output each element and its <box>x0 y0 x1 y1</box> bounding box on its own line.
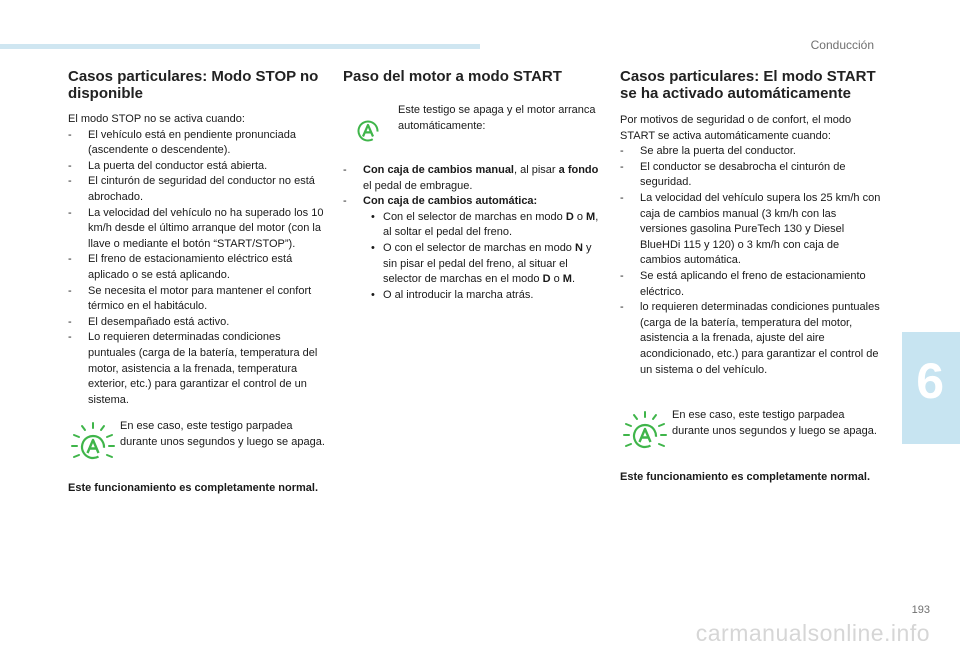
gear-d: D <box>565 210 574 223</box>
section-title: Conducción <box>810 38 874 52</box>
column-stop-unavailable <box>68 68 330 497</box>
column-start-mode <box>343 68 603 303</box>
text: O al introducir la marcha atrás. <box>383 288 534 301</box>
stop-unavailable-heading: Casos particulares: Modo STOP no disponible <box>68 68 319 102</box>
manual-text-end: el pedal de embrague. <box>363 179 473 192</box>
list-item: - Se necesita el motor para mantener el confort térmico en el habitáculo. <box>68 284 330 315</box>
header-accent-bar <box>0 44 480 49</box>
warning-text: En ese caso, este testigo parpadea durante unos segundos y luego se apaga. <box>120 420 325 448</box>
list-item <box>363 241 603 288</box>
warning-text: En ese caso, este testigo parpadea durante unos segundos y luego se apaga. <box>672 409 877 437</box>
list-item: - El conductor se desabrocha el cinturón de seguridad. <box>620 160 882 191</box>
start-activated-intro: Por motivos de seguridad o de confort, el modo START se activa automáticamente cuando: <box>620 114 852 142</box>
list-item: - Se abre la puerta del conductor. <box>620 144 882 160</box>
gear-n: N <box>574 241 583 254</box>
info-block <box>343 103 603 147</box>
start-activated-heading: Casos particulares: El modo START se ha activado automáticamente <box>620 68 876 102</box>
automatic-conditions-list <box>363 210 603 304</box>
text: o <box>573 210 587 223</box>
list-item: - Se está aplicando el freno de estacionamiento eléctrico. <box>620 269 882 300</box>
start-mode-heading: Paso del motor a modo START <box>343 68 562 85</box>
text: , al soltar el pedal del freno. <box>383 210 599 239</box>
warning-block <box>620 408 882 460</box>
stop-unavailable-intro: El modo STOP no se activa cuando: <box>68 113 245 125</box>
list-item: - Lo requieren determinadas condiciones puntuales (carga de la batería, temperatura del motor, asistencia a la frenada, temperatura exterior, etc.) para garantizar el control de un sistema. <box>68 330 330 408</box>
list-item: - lo requieren determinadas condiciones puntuales (carga de la batería, temperatura del motor, asistencia a la frenada, ajuste del aire acondicionado, etc.) para garantizar el control de un sistema o del vehículo. <box>620 300 882 378</box>
column-start-activated <box>620 68 882 486</box>
text: . <box>571 273 576 286</box>
watermark: carmanualsonline.info <box>695 620 930 646</box>
eco-a-icon <box>357 120 379 142</box>
list-item <box>343 194 603 303</box>
list-item: - La puerta del conductor está abierta. <box>68 159 330 175</box>
gear-m: M <box>586 210 596 223</box>
list-item: - El desempañado está activo. <box>68 315 330 331</box>
automatic-gearbox-label: Con caja de cambios automática: <box>363 195 538 208</box>
stop-conditions-list <box>68 128 330 409</box>
manual-gearbox-label: Con caja de cambios manual <box>363 164 514 176</box>
gear-m: M <box>562 273 572 286</box>
list-item: - La velocidad del vehículo supera los 25 km/h con caja de cambios manual (3 km/h con las versiones gasolina PureTech 130 y Diesel BlueHDi 115 y 120) o 3 km/h con caja de cambios automática. <box>620 191 882 269</box>
manual-bold: a fondo <box>558 164 599 176</box>
manual-text: , al pisar <box>514 164 559 176</box>
list-item: - El cinturón de seguridad del conductor no está abrochado. <box>68 174 330 205</box>
list-item <box>363 210 603 241</box>
chapter-number: 6 <box>916 353 944 409</box>
text: Con el selector de marchas en modo <box>383 210 566 223</box>
text: o <box>550 273 563 286</box>
list-item: - El freno de estacionamiento eléctrico está aplicado o se está aplicando. <box>68 252 330 283</box>
normal-operation-note: Este funcionamiento es completamente normal. <box>68 482 319 495</box>
page-number: 193 <box>911 604 930 616</box>
normal-operation-note: Este funcionamiento es completamente normal. <box>620 471 871 484</box>
start-conditions-list <box>343 163 603 303</box>
gear-d: D <box>542 273 551 286</box>
text: O con el selector de marchas en modo <box>383 241 575 254</box>
start-activated-list <box>620 144 882 378</box>
text: y sin pisar el pedal del freno, al situar el selector de marchas en el modo <box>383 241 592 286</box>
eco-a-flashing-icon <box>70 421 116 465</box>
list-item <box>343 163 603 194</box>
list-item: - La velocidad del vehículo no ha superado los 10 km/h desde el último arranque del motor (con la llave o mediante el botón “START/STOP”). <box>68 206 330 253</box>
warning-block <box>68 419 330 471</box>
eco-a-flashing-icon <box>622 410 668 454</box>
info-text: Este testigo se apaga y el motor arranca automáticamente: <box>398 104 596 132</box>
list-item <box>363 288 603 304</box>
list-item: - El vehículo está en pendiente pronunciada (ascendente o descendente). <box>68 128 330 159</box>
